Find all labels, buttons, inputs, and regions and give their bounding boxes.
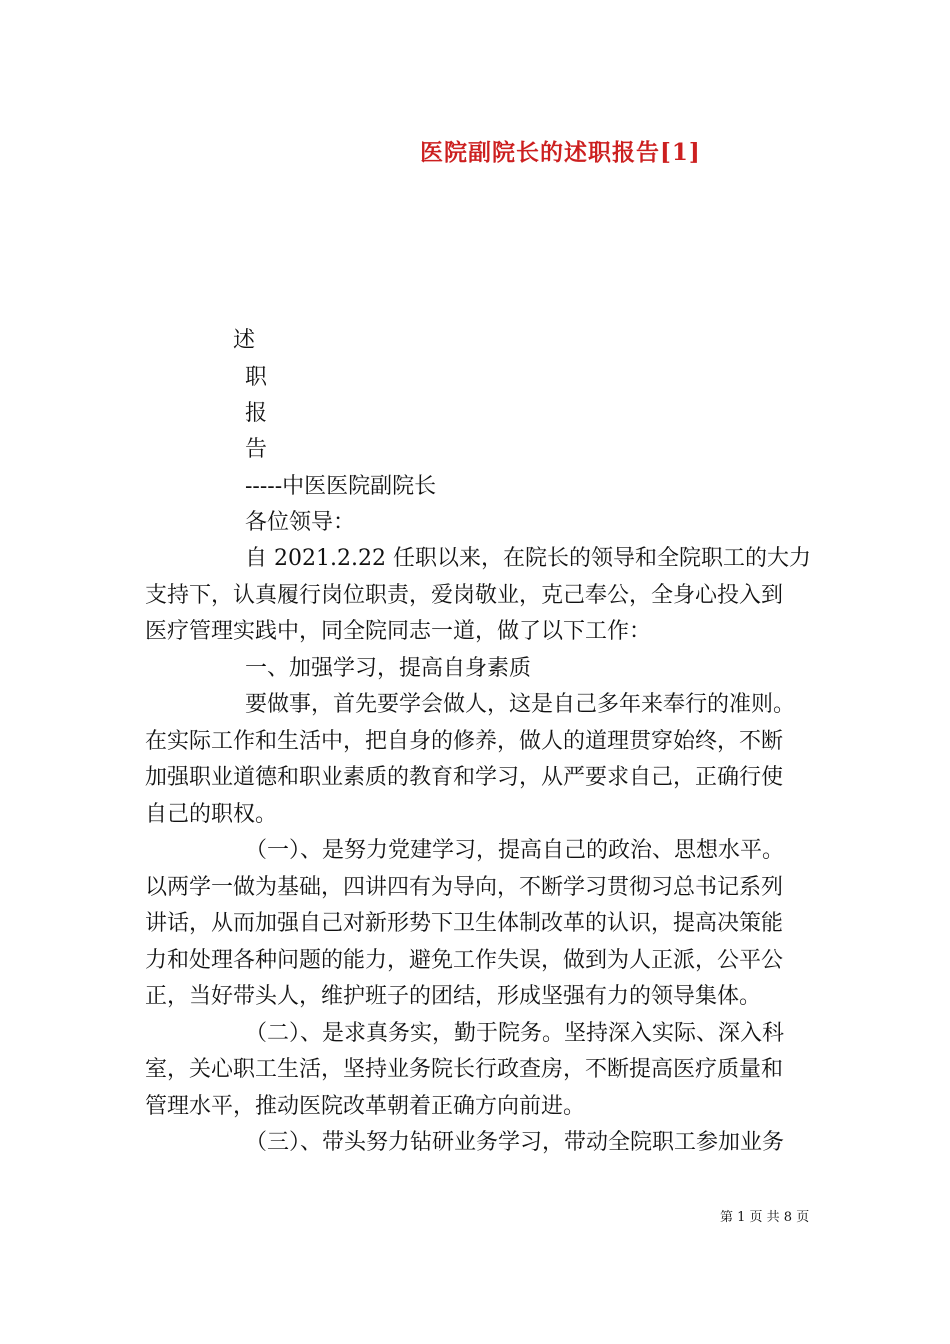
heading-char: 报 — [245, 401, 268, 426]
heading-char: 职 — [245, 365, 268, 390]
body-line: 正，当好带头人，维护班子的团结，形成坚强有力的领导集体。 — [145, 984, 762, 1009]
body-line: 管理水平，推动医院改革朝着正确方向前进。 — [145, 1094, 586, 1119]
heading-char: 告 — [245, 437, 268, 462]
body-line: 加强职业道德和职业素质的教育和学习，从严要求自己，正确行使 — [145, 765, 784, 790]
body-line: （三）、带头努力钻研业务学习，带动全院职工参加业务 — [245, 1130, 785, 1155]
body-line: 讲话，从而加强自己对新形势下卫生体制改革的认识，提高决策能 — [145, 911, 784, 936]
section-heading: 一、加强学习，提高自身素质 — [245, 656, 532, 681]
body-line: 以两学一做为基础，四讲四有为导向，不断学习贯彻习总书记系列 — [145, 875, 784, 900]
document-title: 医院副院长的述职报告[1] — [420, 139, 701, 166]
body-line: （一）、是努力党建学习，提高自己的政治、思想水平。 — [245, 838, 785, 863]
greeting: 各位领导： — [245, 510, 356, 535]
body-line: 要做事，首先要学会做人，这是自己多年来奉行的准则。 — [245, 692, 796, 717]
body-line: 室，关心职工生活，坚持业务院长行政查房，不断提高医疗质量和 — [145, 1057, 784, 1082]
body-line: 医疗管理实践中，同全院同志一道，做了以下工作： — [145, 619, 652, 644]
body-line: 自己的职权。 — [145, 802, 278, 827]
body-line: 支持下，认真履行岗位职责，爱岗敬业，克己奉公，全身心投入到 — [145, 583, 784, 608]
body-line: （二）、是求真务实，勤于院务。坚持深入实际、深入科 — [245, 1021, 785, 1046]
heading-char: 述 — [233, 328, 256, 353]
body-line: 在实际工作和生活中，把自身的修养，做人的道理贯穿始终，不断 — [145, 729, 784, 754]
page-footer: 第 1 页 共 8 页 — [720, 1210, 810, 1225]
body-line: 自 2021.2.22 任职以来，在院长的领导和全院职工的大力 — [245, 546, 811, 571]
subtitle: -----中医医院副院长 — [245, 474, 437, 499]
body-line: 力和处理各种问题的能力，避免工作失误，做到为人正派，公平公 — [145, 948, 784, 973]
